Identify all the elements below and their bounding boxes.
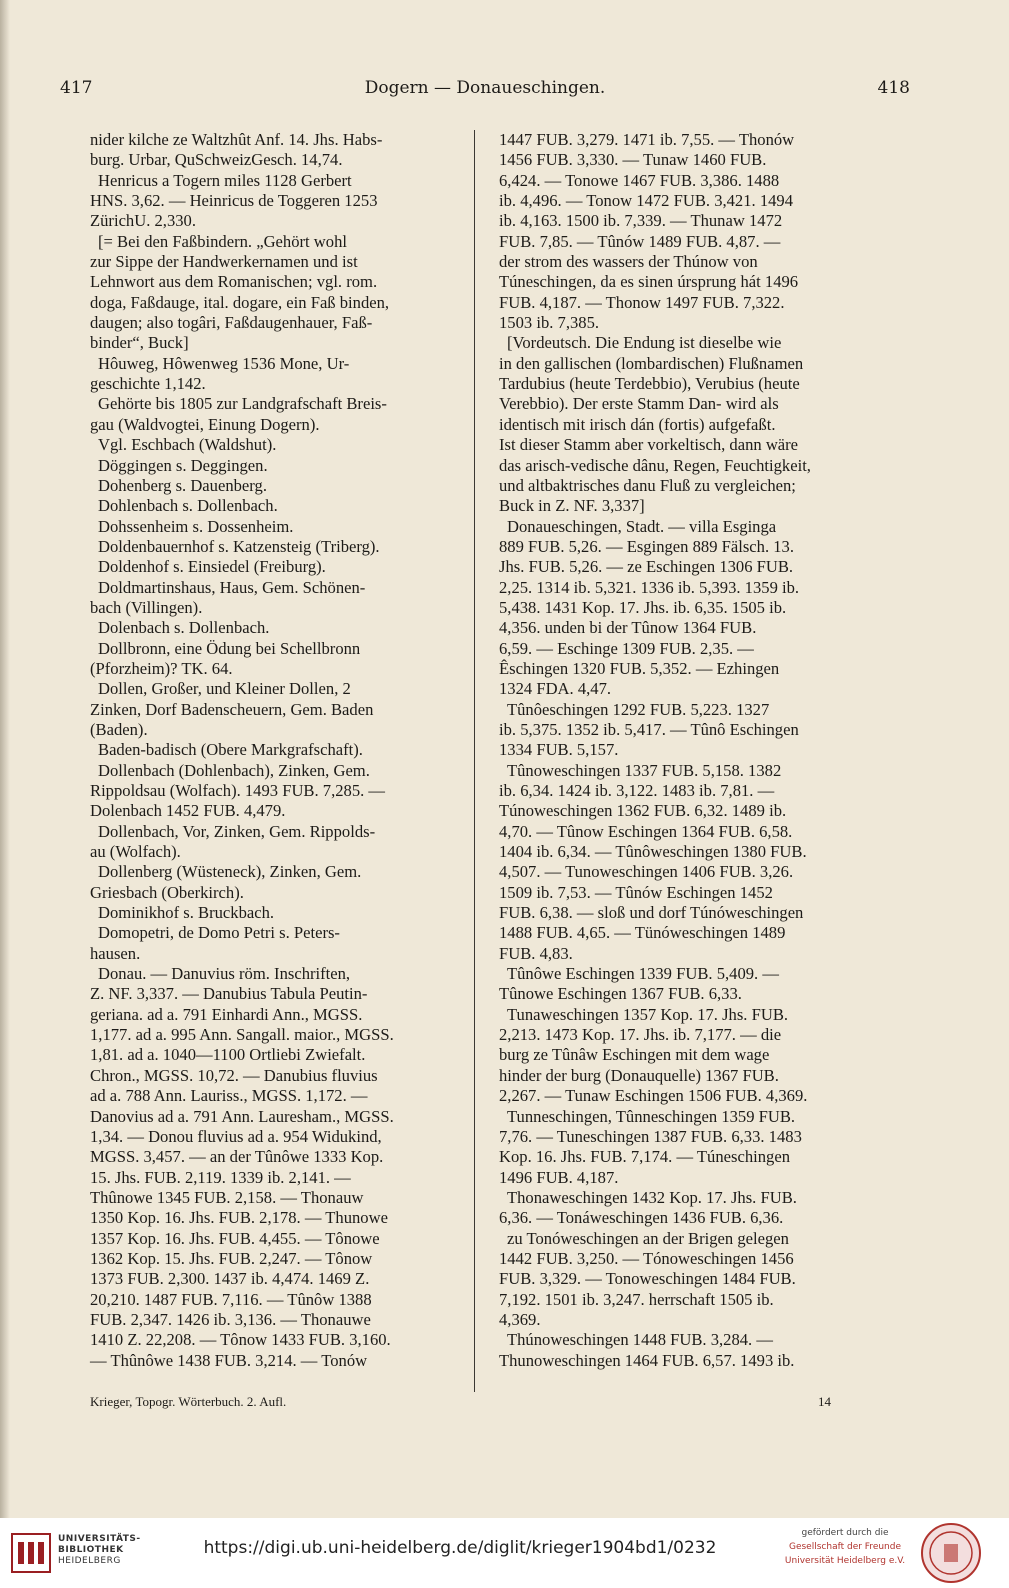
text-line: Lehnwort aus dem Romanischen; vgl. rom.: [90, 272, 378, 292]
sponsor-name-line1: Gesellschaft der Freunde: [788, 1542, 902, 1552]
text-line: Jhs. FUB. 5,26. — ze Eschingen 1306 FUB.: [499, 557, 794, 577]
text-line: HNS. 3,62. — Heinricus de Toggeren 1253: [90, 191, 378, 211]
text-line: Túneschingen, da es sinen úrsprung hát 1496: [499, 272, 799, 292]
text-line: FUB. 2,347. 1426 ib. 3,136. — Thonauwe: [90, 1309, 371, 1329]
text-line: Dohssenheim s. Dossenheim.: [98, 516, 294, 536]
text-line: geschichte 1,142.: [90, 374, 206, 394]
text-line: FUB. 3,329. — Tonoweschingen 1484 FUB.: [499, 1269, 796, 1289]
text-line: Tunneschingen, Tûnneschingen 1359 FUB.: [507, 1106, 796, 1126]
library-name: UNIVERSITÄTS- BIBLIOTHEK HEIDELBERG: [58, 1534, 141, 1566]
text-line: ZürichU. 2,330.: [90, 211, 196, 231]
text-line: 1404 ib. 6,34. — Tûnôweschingen 1380 FUB.: [499, 842, 807, 862]
text-line: 1373 FUB. 2,300. 1437 ib. 4,474. 1469 Z.: [90, 1269, 370, 1289]
text-line: doga, Faßdauge, ital. dogare, ein Faß binden,: [90, 292, 390, 312]
text-line: Hôuweg, Hôwenweg 1536 Mone, Ur-: [98, 353, 350, 373]
text-line: Chron., MGSS. 10,72. — Danubius fluvius: [90, 1065, 378, 1085]
text-line: hausen.: [90, 943, 141, 963]
text-line: [= Bei den Faßbindern. „Gehört wohl: [98, 231, 347, 251]
text-line: 6,59. — Eschinge 1309 FUB. 2,35. —: [499, 638, 754, 658]
text-line: 1442 FUB. 3,250. — Tónoweschingen 1456: [499, 1248, 794, 1268]
text-line: Thunoweschingen 1464 FUB. 6,57. 1493 ib.: [499, 1350, 795, 1370]
text-line: Dohlenbach s. Dollenbach.: [98, 496, 278, 516]
text-line: burg. Urbar, QuSchweizGesch. 14,74.: [90, 150, 343, 170]
text-line: 1488 FUB. 4,65. — Tünóweschingen 1489: [499, 923, 786, 943]
page-header: [60, 78, 910, 106]
text-line: Donau. — Danuvius röm. Inschriften,: [98, 964, 351, 984]
text-line: 1,34. — Donou fluvius ad a. 954 Widukind,: [90, 1126, 382, 1146]
text-line: Dolenbach 1452 FUB. 4,479.: [90, 801, 286, 821]
text-line: Tûnôwe Eschingen 1339 FUB. 5,409. —: [507, 964, 779, 984]
text-line: Dollbronn, eine Ödung bei Schellbronn: [98, 638, 361, 658]
text-line: Rippoldsau (Wolfach). 1493 FUB. 7,285. —: [90, 781, 386, 800]
text-line: Êschingen 1320 FUB. 5,352. — Ezhingen: [499, 658, 780, 678]
text-line: (Baden).: [90, 719, 148, 739]
text-line: FUB. 7,85. — Tûnów 1489 FUB. 4,87. —: [499, 231, 781, 251]
page-number-right: 418: [877, 78, 910, 98]
text-line: Dolenbach s. Dollenbach.: [98, 618, 270, 638]
text-line: Tardubius (heute Terdebbio), Verubius (heute: [499, 374, 800, 394]
viewer-footer-bar: [0, 1518, 1009, 1588]
text-line: Kop. 16. Jhs. FUB. 7,174. — Túneschingen: [499, 1147, 791, 1167]
text-line: 7,192. 1501 ib. 3,247. herrschaft 1505 ib.: [499, 1289, 774, 1309]
sheet-number: 14: [818, 1394, 831, 1409]
sponsor-name-line2: Universität Heidelberg e.V.: [784, 1556, 906, 1566]
text-line: Döggingen s. Deggingen.: [98, 455, 268, 475]
library-logo-icon[interactable]: [10, 1532, 52, 1574]
text-line: gau (Waldvogtei, Einung Dogern).: [90, 414, 320, 434]
text-line: Doldmartinshaus, Haus, Gem. Schönen-: [98, 577, 366, 597]
text-line: 1,81. ad a. 1040—1100 Ortliebi Zwiefalt.: [90, 1045, 366, 1065]
sponsor-block: [780, 1526, 910, 1568]
text-line: 2,267. — Tunaw Eschingen 1506 FUB. 4,369.: [499, 1086, 808, 1106]
text-line: Tûnôeschingen 1292 FUB. 5,223. 1327: [507, 699, 770, 719]
text-line: 1357 Kop. 16. Jhs. FUB. 4,455. — Tônowe: [90, 1228, 380, 1248]
text-line: [Vordeutsch. Die Endung ist dieselbe wie: [507, 333, 782, 353]
text-line: Verebbio). Der erste Stamm Dan- wird als: [499, 394, 779, 414]
text-line: Tûnoweschingen 1337 FUB. 5,158. 1382: [507, 760, 782, 780]
text-line: Dominikhof s. Bruckbach.: [98, 903, 275, 923]
page-number-left: 417: [60, 78, 93, 98]
running-title: Dogern — Donaueschingen.: [364, 78, 606, 98]
text-line: 1362 Kop. 15. Jhs. FUB. 2,247. — Tônow: [90, 1248, 373, 1268]
text-line: 4,70. — Tûnow Eschingen 1364 FUB. 6,58.: [499, 821, 793, 841]
text-line: Doldenbauernhof s. Katzensteig (Triberg).: [98, 536, 380, 556]
text-line: und altbaktrisches danu Fluß zu vergleichen;: [499, 475, 796, 495]
text-line: au (Wolfach).: [90, 842, 181, 862]
text-line: MGSS. 3,457. — an der Tûnôwe 1333 Kop.: [90, 1147, 384, 1167]
text-line: Dohenberg s. Dauenberg.: [98, 475, 267, 495]
text-line: Tunaweschingen 1357 Kop. 17. Jhs. FUB.: [507, 1004, 789, 1024]
text-line: Doldenhof s. Einsiedel (Freiburg).: [98, 557, 326, 577]
text-line: 15. Jhs. FUB. 2,119. 1339 ib. 2,141. —: [90, 1167, 351, 1187]
text-line: Vgl. Eschbach (Waldshut).: [98, 435, 277, 455]
text-line: Zinken, Dorf Badenscheuern, Gem. Baden: [90, 699, 374, 719]
text-line: der strom des wassers der Thúnow von: [499, 252, 758, 272]
text-line: 1496 FUB. 4,187.: [499, 1167, 619, 1187]
text-line: Dollenberg (Wüsteneck), Zinken, Gem.: [98, 862, 362, 882]
text-line: ib. 4,496. — Tonow 1472 FUB. 3,421. 1494: [499, 191, 794, 211]
text-line: (Pforzheim)? TK. 64.: [90, 658, 233, 678]
text-line: Dollenbach (Dohlenbach), Zinken, Gem.: [98, 760, 370, 780]
text-line: 1334 FUB. 5,157.: [499, 740, 619, 760]
text-line: binder“, Buck]: [90, 333, 189, 353]
text-line: 2,213. 1473 Kop. 17. Jhs. ib. 7,177. — die: [499, 1025, 782, 1045]
text-line: Danovius ad a. 791 Ann. Lauresham., MGSS.: [90, 1106, 394, 1126]
text-line: 1503 ib. 7,385.: [499, 313, 600, 333]
text-line: Túnoweschingen 1362 FUB. 6,32. 1489 ib.: [499, 801, 787, 821]
text-line: FUB. 6,38. — sloß und dorf Túnóweschingen: [499, 903, 804, 923]
text-line: Ist dieser Stamm aber vorkeltisch, dann wäre: [499, 435, 799, 455]
text-line: Domopetri, de Domo Petri s. Peters-: [98, 923, 340, 943]
text-line: 4,356. unden bi der Tûnow 1364 FUB.: [499, 618, 757, 638]
text-line: identisch mit irisch dán (fortis) aufgefaßt.: [499, 414, 776, 434]
text-line: ad a. 788 Ann. Lauriss., MGSS. 1,172. —: [90, 1086, 368, 1106]
text-line: daugen; also togâri, Faßdaugenhauer, Faß-: [90, 313, 373, 333]
text-line: 1324 FDA. 4,47.: [499, 679, 612, 699]
text-line: 4,507. — Tunoweschingen 1406 FUB. 3,26.: [499, 862, 794, 882]
text-line: 7,76. — Tuneschingen 1387 FUB. 6,33. 1483: [499, 1126, 802, 1146]
text-line: 889 FUB. 5,26. — Esgingen 889 Fälsch. 13.: [499, 536, 795, 556]
text-line: Donaueschingen, Stadt. — villa Esginga: [507, 516, 777, 536]
text-line: hinder der burg (Donauquelle) 1367 FUB.: [499, 1065, 779, 1085]
text-line: das arisch-vedische dânu, Regen, Feuchtigkeit,: [499, 455, 811, 475]
column-divider: [474, 130, 475, 1392]
text-line: ib. 5,375. 1352 ib. 5,417. — Tûnô Eschingen: [499, 719, 799, 739]
text-line: Griesbach (Oberkirch).: [90, 882, 244, 902]
text-line: nider kilche ze Waltzhût Anf. 14. Jhs. Habs-: [90, 130, 383, 149]
text-line: 1410 Z. 22,208. — Tônow 1433 FUB. 3,160.: [90, 1330, 391, 1350]
text-line: geriana. ad a. 791 Einhardi Ann., MGSS.: [90, 1004, 363, 1024]
text-line: 4,369.: [499, 1309, 541, 1329]
sponsor-by-label: gefördert durch die: [801, 1528, 889, 1538]
text-line: zur Sippe der Handwerkernamen und ist: [90, 252, 358, 272]
text-line: Z. NF. 3,337. — Danubius Tabula Peutin-: [90, 984, 368, 1004]
text-line: Tûnowe Eschingen 1367 FUB. 6,33.: [499, 984, 742, 1004]
text-line: zu Tonóweschingen an der Brigen gelegen: [507, 1228, 789, 1248]
university-seal-icon[interactable]: [920, 1522, 982, 1584]
text-line: Gehörte bis 1805 zur Landgrafschaft Breis-: [98, 394, 387, 414]
text-line: in den gallischen (lombardischen) Flußnamen: [499, 353, 804, 373]
permalink-url[interactable]: https://digi.ub.uni-heidelberg.de/diglit/krieger1904bd1/0232: [203, 1538, 717, 1558]
text-line: Dollenbach, Vor, Zinken, Gem. Rippolds-: [98, 821, 376, 841]
text-line: 5,438. 1431 Kop. 17. Jhs. ib. 6,35. 1505 ib.: [499, 597, 787, 617]
text-line: 1,177. ad a. 995 Ann. Sangall. maior., MGSS.: [90, 1025, 394, 1045]
text-line: burg ze Tûnâw Eschingen mit dem wage: [499, 1045, 770, 1065]
text-line: Thonaweschingen 1432 Kop. 17. Jhs. FUB.: [507, 1187, 797, 1207]
text-line: Henricus a Togern miles 1128 Gerbert: [98, 170, 352, 190]
text-line: FUB. 4,187. — Thonow 1497 FUB. 7,322.: [499, 292, 785, 312]
text-line: 1509 ib. 7,53. — Tûnów Eschingen 1452: [499, 882, 773, 902]
right-column: [491, 130, 899, 1371]
text-line: ib. 6,34. 1424 ib. 3,122. 1483 ib. 7,81. —: [499, 781, 775, 800]
text-line: bach (Villingen).: [90, 597, 203, 617]
text-line: 20,210. 1487 FUB. 7,116. — Tûnôw 1388: [90, 1289, 372, 1309]
text-line: Dollen, Großer, und Kleiner Dollen, 2: [98, 679, 351, 699]
text-line: FUB. 4,83.: [499, 943, 573, 963]
left-column: [82, 130, 464, 1371]
text-line: — Thûnôwe 1438 FUB. 3,214. — Tonów: [90, 1350, 368, 1370]
text-line: Buck in Z. NF. 3,337]: [499, 496, 645, 516]
text-line: 1447 FUB. 3,279. 1471 ib. 7,55. — Thonów: [499, 130, 795, 149]
text-line: Thûnowe 1345 FUB. 2,158. — Thonauw: [90, 1187, 364, 1207]
text-line: Baden-badisch (Obere Markgrafschaft).: [98, 740, 363, 760]
text-line: 6,424. — Tonowe 1467 FUB. 3,386. 1488: [499, 170, 780, 190]
signature-line: Krieger, Topogr. Wörterbuch. 2. Aufl.: [90, 1394, 287, 1409]
text-line: Thúnoweschingen 1448 FUB. 3,284. —: [507, 1330, 773, 1350]
text-line: 2,25. 1314 ib. 5,321. 1336 ib. 5,393. 1359 ib.: [499, 577, 800, 597]
text-line: 1350 Kop. 16. Jhs. FUB. 2,178. — Thunowe: [90, 1208, 388, 1228]
text-line: ib. 4,163. 1500 ib. 7,339. — Thunaw 1472: [499, 211, 783, 231]
text-line: 6,36. — Tonáweschingen 1436 FUB. 6,36.: [499, 1208, 784, 1228]
text-line: 1456 FUB. 3,330. — Tunaw 1460 FUB.: [499, 150, 767, 170]
